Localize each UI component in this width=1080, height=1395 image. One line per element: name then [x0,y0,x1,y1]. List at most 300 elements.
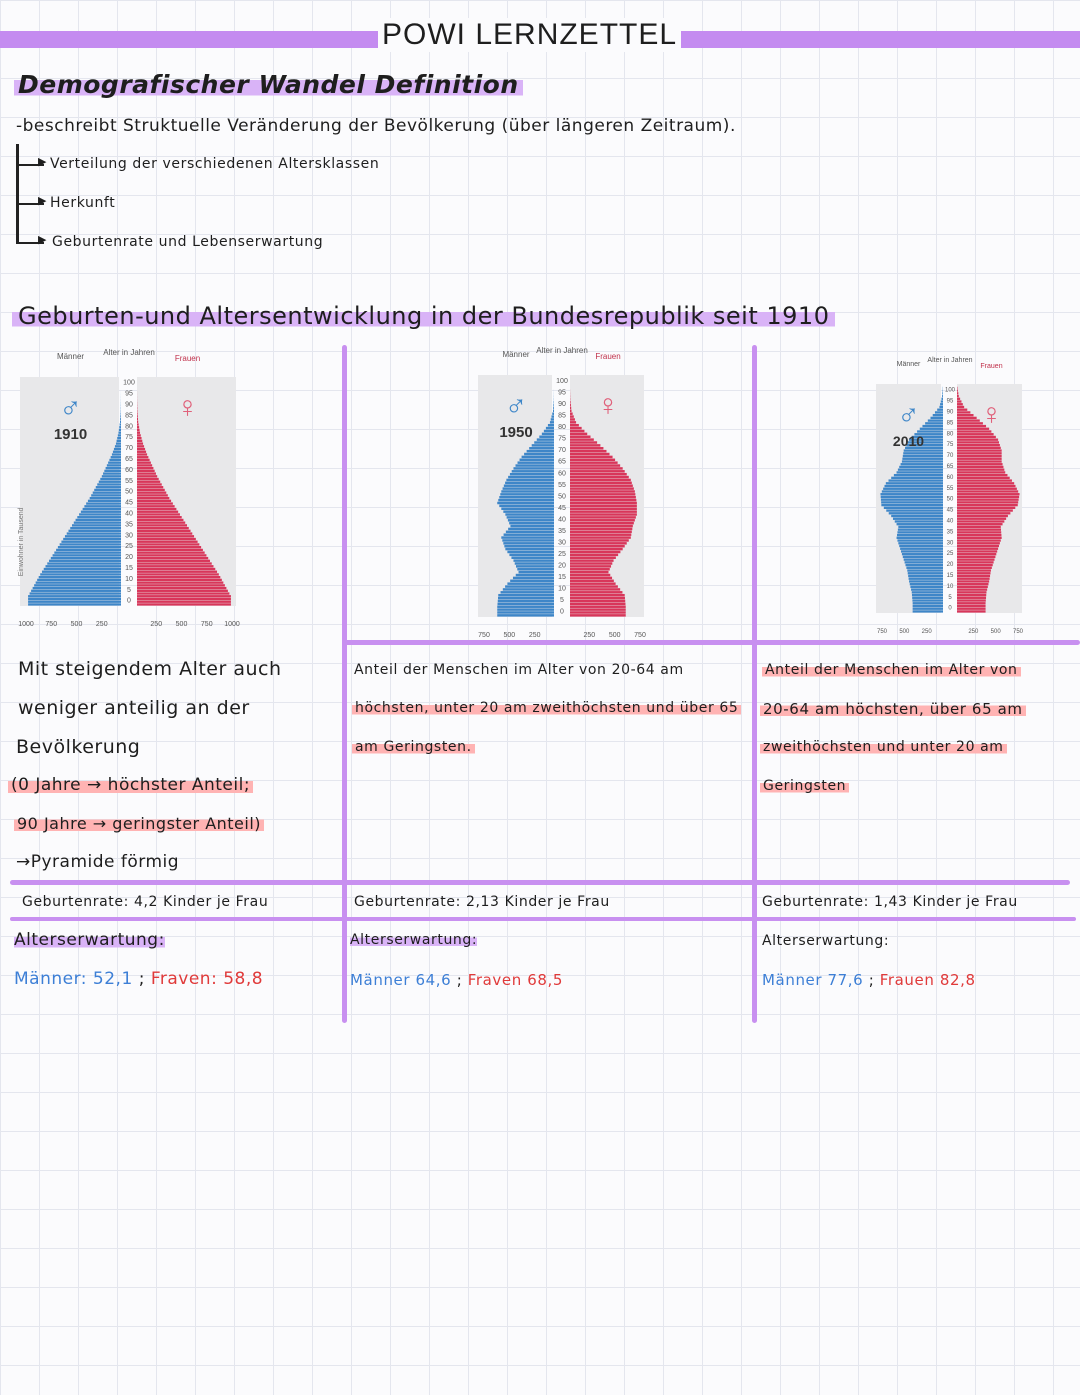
male-bar [902,553,943,555]
female-bar [137,598,231,600]
female-bar [137,587,226,589]
female-bar [957,561,994,563]
col3-line-3: zweithöchsten und unter 20 am [760,739,1007,755]
female-bar [957,447,1001,449]
female-bar [137,576,220,578]
male-bar [54,551,121,553]
female-bar [570,430,584,432]
male-bar [942,392,943,394]
male-bar [895,520,943,522]
male-bar [113,451,121,453]
female-symbol-icon: ♀ [980,398,1003,431]
female-bar [570,482,632,484]
male-bar [905,561,943,563]
female-bar [957,414,974,416]
age-tick-label: 30 [125,532,133,540]
male-bar [117,440,121,442]
male-bar [67,532,121,534]
male-bar [513,467,554,469]
female-bar [957,449,1002,451]
male-bar [551,418,554,420]
male-bar [933,414,943,416]
female-bar [957,392,958,394]
female-bar [570,608,626,610]
male-bar [532,444,554,446]
male-bar [88,500,121,502]
pyramid-2010 [870,352,1030,640]
male-bar [897,537,943,539]
age-tick-label: 40 [946,518,954,525]
col2-male-life: Männer 64,6 [350,971,452,989]
female-bar [137,521,185,523]
female-label: Frauen [980,363,1003,370]
female-bar [957,441,999,443]
male-bar [65,535,121,537]
definition-item-1: Verteilung der verschiedenen Altersklassen [50,156,380,172]
female-bar [570,605,626,607]
x-tick-label: 500 [990,629,1001,635]
male-bar [881,501,943,503]
male-bar [942,395,943,397]
age-tick-label: 45 [125,499,133,507]
female-bar [137,418,138,420]
age-tick-label: 15 [125,565,133,573]
male-bar [553,407,554,409]
female-bar [570,611,626,613]
female-bar [570,533,631,535]
male-bar [889,512,943,514]
male-bar [86,502,121,504]
col1-life-label: Alterserwartung: [14,930,165,950]
female-bar [957,389,958,391]
female-bar [137,532,192,534]
female-bar [957,490,1018,492]
age-tick-label: 40 [125,510,133,518]
female-bar [957,528,1001,530]
age-tick-label: 75 [125,434,133,442]
male-bar [912,594,943,596]
male-bar [53,554,121,556]
male-label: Männer [502,350,530,359]
male-bar [544,430,554,432]
female-bar [570,582,616,584]
y-axis-label: Einwohner in Tausend [18,507,25,577]
male-bar [922,425,943,427]
age-tick-label: 55 [946,485,954,492]
male-bar [120,421,121,423]
male-bar [506,479,554,481]
female-bar [570,539,629,541]
female-bar [570,470,625,472]
female-bar [570,427,582,429]
row-divider-1 [342,640,1080,645]
male-bar [501,591,554,593]
male-bar [539,436,554,438]
female-bar [957,501,1018,503]
female-bar [137,462,151,464]
age-tick-label: 80 [946,431,954,438]
female-bar [570,447,603,449]
age-tick-label: 50 [946,496,954,503]
male-bar [513,559,554,561]
female-bar [957,485,1016,487]
female-symbol-icon: ♀ [596,389,620,422]
age-tick-label: 0 [560,608,564,616]
female-bar [137,557,208,559]
age-tick-label: 10 [558,585,566,593]
male-bar [96,486,121,488]
male-bar [502,539,554,541]
female-bar [137,579,222,581]
female-bar [957,548,998,550]
male-bar [901,463,943,465]
female-bar [957,523,1003,525]
female-bar [570,459,615,461]
col3-life-values [762,971,976,989]
female-bar [570,568,610,570]
female-bar [957,419,980,421]
age-tick-label: 50 [125,488,133,496]
female-bar [137,592,229,594]
age-axis-label: Alter in Jahren [103,348,155,357]
female-bar [957,594,986,596]
female-bar [957,602,986,604]
male-bar [116,442,121,444]
male-bar [903,556,943,558]
male-label: Männer [896,361,921,368]
female-bar [957,564,993,566]
col3-life-label: Alterserwartung: [762,933,890,949]
female-bar [570,450,606,452]
arrow-icon: ▶ [38,194,48,207]
age-tick-label: 0 [948,605,952,612]
male-bar [83,508,121,510]
male-bar [904,558,943,560]
female-bar [957,409,967,411]
female-bar [570,441,597,443]
male-bar [112,453,121,455]
male-bar [902,460,943,462]
female-bar [570,433,587,435]
year-label: 1950 [499,424,533,441]
x-tick-label: 250 [968,629,979,635]
female-bar [957,439,998,441]
male-bar [529,447,554,449]
female-bar [957,482,1014,484]
female-bar [957,597,986,599]
male-bar [499,496,554,498]
female-bar [570,580,614,582]
female-bar [137,524,187,526]
age-axis-label: Alter in Jahren [536,346,588,355]
male-bar [51,557,121,559]
female-bar [570,525,633,527]
male-bar [553,410,554,412]
male-bar [553,404,554,406]
male-bar [534,441,554,443]
col2-birth-rate: Geburtenrate: 2,13 Kinder je Frau [354,894,610,910]
male-bar [109,459,121,461]
age-tick-label: 100 [556,378,568,386]
female-bar [957,398,960,400]
female-bar [957,539,1001,541]
female-bar [570,499,636,501]
age-tick-label: 5 [948,594,952,601]
male-bar [906,567,943,569]
female-bar [957,466,1003,468]
male-bar [33,587,121,589]
female-bar [570,424,579,426]
male-bar [72,524,121,526]
female-bar [957,496,1019,498]
male-bar [501,490,554,492]
age-tick-label: 30 [946,540,954,547]
female-bar [957,520,1004,522]
male-bar [507,551,554,553]
female-bar [957,610,986,612]
female-bar [957,572,991,574]
male-bar [513,577,554,579]
age-tick-label: 75 [558,435,566,443]
female-bar [957,406,964,408]
male-bar [891,477,943,479]
male-bar [115,445,121,447]
male-bar [102,475,121,477]
male-bar [120,415,121,417]
male-bar [119,429,121,431]
female-bar [570,493,635,495]
male-bar [81,511,121,513]
age-tick-label: 90 [946,409,954,416]
female-bar [957,599,986,601]
female-bar [137,442,143,444]
male-bar [910,586,943,588]
male-bar [898,528,943,530]
female-bar [137,554,206,556]
age-tick-label: 25 [558,550,566,558]
female-bar [137,451,146,453]
female-bar [957,575,990,577]
male-bar [498,603,554,605]
female-bar [957,458,1002,460]
male-bar [515,464,554,466]
female-bar [570,565,611,567]
male-bar [937,409,943,411]
age-tick-label: 85 [558,412,566,420]
female-bar [137,434,141,436]
male-bar [510,473,554,475]
female-bar [570,591,622,593]
female-bar [957,569,991,571]
male-bar [548,424,554,426]
female-bar [137,505,175,507]
separator: ; [456,971,463,989]
column-divider-1 [342,345,347,1023]
male-bar [28,595,121,597]
arrow-icon: ▶ [38,155,48,168]
col1-line-3: Bevölkerung [16,736,141,758]
male-bar [70,527,121,529]
male-bar [941,398,943,400]
female-bar [137,448,145,450]
male-bar [497,614,554,616]
male-bar [899,466,943,468]
female-bar [957,556,995,558]
x-tick-label: 750 [478,632,490,639]
female-bar [137,581,223,583]
male-bar [505,482,554,484]
female-bar [137,511,178,513]
male-bar [518,461,554,463]
male-bar [905,564,943,566]
male-bar [120,423,121,425]
female-bar [137,489,165,491]
female-bar [570,407,571,409]
female-bar [570,548,623,550]
female-bar [570,502,637,504]
male-bar [939,406,943,408]
female-bar [137,412,138,414]
age-tick-label: 100 [123,379,135,387]
separator: ; [868,971,875,989]
male-bar [886,509,943,511]
male-bar [940,403,943,405]
age-tick-label: 5 [127,586,131,594]
female-bar [957,474,1007,476]
female-bar [570,412,573,414]
age-tick-label: 95 [558,389,566,397]
female-bar [957,455,1002,457]
male-bar [40,573,121,575]
female-bar [137,445,144,447]
female-bar [137,568,215,570]
x-tick-label: 250 [95,621,108,628]
female-bar [137,538,196,540]
x-tick-label: 500 [899,629,910,635]
male-bar [99,481,121,483]
male-bar [903,455,943,457]
col1-line-4: (0 Jahre → höchster Anteil; [8,775,253,795]
row-divider-3 [10,917,1076,921]
male-bar [42,571,121,573]
female-bar [137,565,214,567]
female-bar [957,479,1012,481]
age-tick-label: 80 [125,423,133,431]
female-bar [570,536,631,538]
female-bar [957,422,983,424]
male-bar [884,485,943,487]
female-bar [570,418,575,420]
col1-birth-rate: Geburtenrate: 4,2 Kinder je Frau [22,894,269,910]
bracket-line [16,144,19,244]
female-bar [137,415,138,417]
female-bar [957,460,1002,462]
male-bar [913,610,943,612]
female-bar [957,477,1010,479]
male-bar [118,434,121,436]
male-bar [908,575,943,577]
col3-line-2: 20-64 am höchsten, über 65 am [760,700,1026,718]
female-bar [957,403,963,405]
age-tick-label: 100 [944,387,956,394]
age-tick-label: 85 [946,420,954,427]
female-bar [570,453,610,455]
x-tick-label: 500 [70,621,83,628]
male-bar [913,605,943,607]
male-bar [930,417,943,419]
female-bar [137,426,139,428]
x-tick-label: 250 [150,621,163,628]
female-bar [570,554,618,556]
age-tick-label: 5 [560,597,564,605]
col2-line-1: Anteil der Menschen im Alter von 20-64 am [354,662,684,678]
male-bar [935,411,943,413]
age-tick-label: 20 [125,554,133,562]
male-bar [941,400,943,402]
definition-text: -beschreibt Struktuelle Veränderung der Bevölkerung (über längeren Zeitraum). [16,116,736,136]
male-bar [507,516,554,518]
female-bar [137,475,157,477]
male-bar [516,565,554,567]
male-bar [63,538,121,540]
male-bar [100,478,121,480]
female-bar [957,417,977,419]
male-bar [58,546,121,548]
male-bar [889,479,943,481]
age-tick-label: 55 [125,477,133,485]
x-tick-label: 1000 [224,621,240,628]
x-tick-label: 750 [634,632,646,639]
male-bar [894,474,943,476]
female-bar [957,436,996,438]
female-bar [137,481,160,483]
male-bar [897,539,943,541]
female-bar [570,456,613,458]
age-tick-label: 70 [558,447,566,455]
male-bar [31,590,121,592]
col3-female-life: Frauen 82,8 [879,971,976,989]
definition-item-3: Geburtenrate und Lebenserwartung [52,234,324,250]
female-bar [137,513,180,515]
col2-line-3: am Geringsten. [352,739,475,755]
female-bar [957,488,1017,490]
x-tick-label: 750 [1012,629,1024,635]
male-bar [507,582,554,584]
male-bar [901,550,943,552]
male-bar [928,419,943,421]
female-bar [957,493,1020,495]
male-bar [503,487,554,489]
female-bar [957,537,1002,539]
male-bar [28,598,121,600]
female-bar [957,509,1013,511]
female-bar [570,505,637,507]
age-tick-label: 10 [946,583,954,590]
female-bar [570,585,618,587]
female-bar [137,601,231,603]
male-symbol-icon: ♂ [897,398,920,431]
male-bar [119,426,121,428]
female-bar [137,429,140,431]
female-bar [570,597,625,599]
female-bar [570,600,625,602]
col2-female-life: Fraven 68,5 [467,971,563,989]
col1-female-life: Fraven: 58,8 [150,969,264,989]
male-bar [68,530,121,532]
male-bar [36,581,121,583]
female-bar [137,530,191,532]
male-bar [898,526,943,528]
